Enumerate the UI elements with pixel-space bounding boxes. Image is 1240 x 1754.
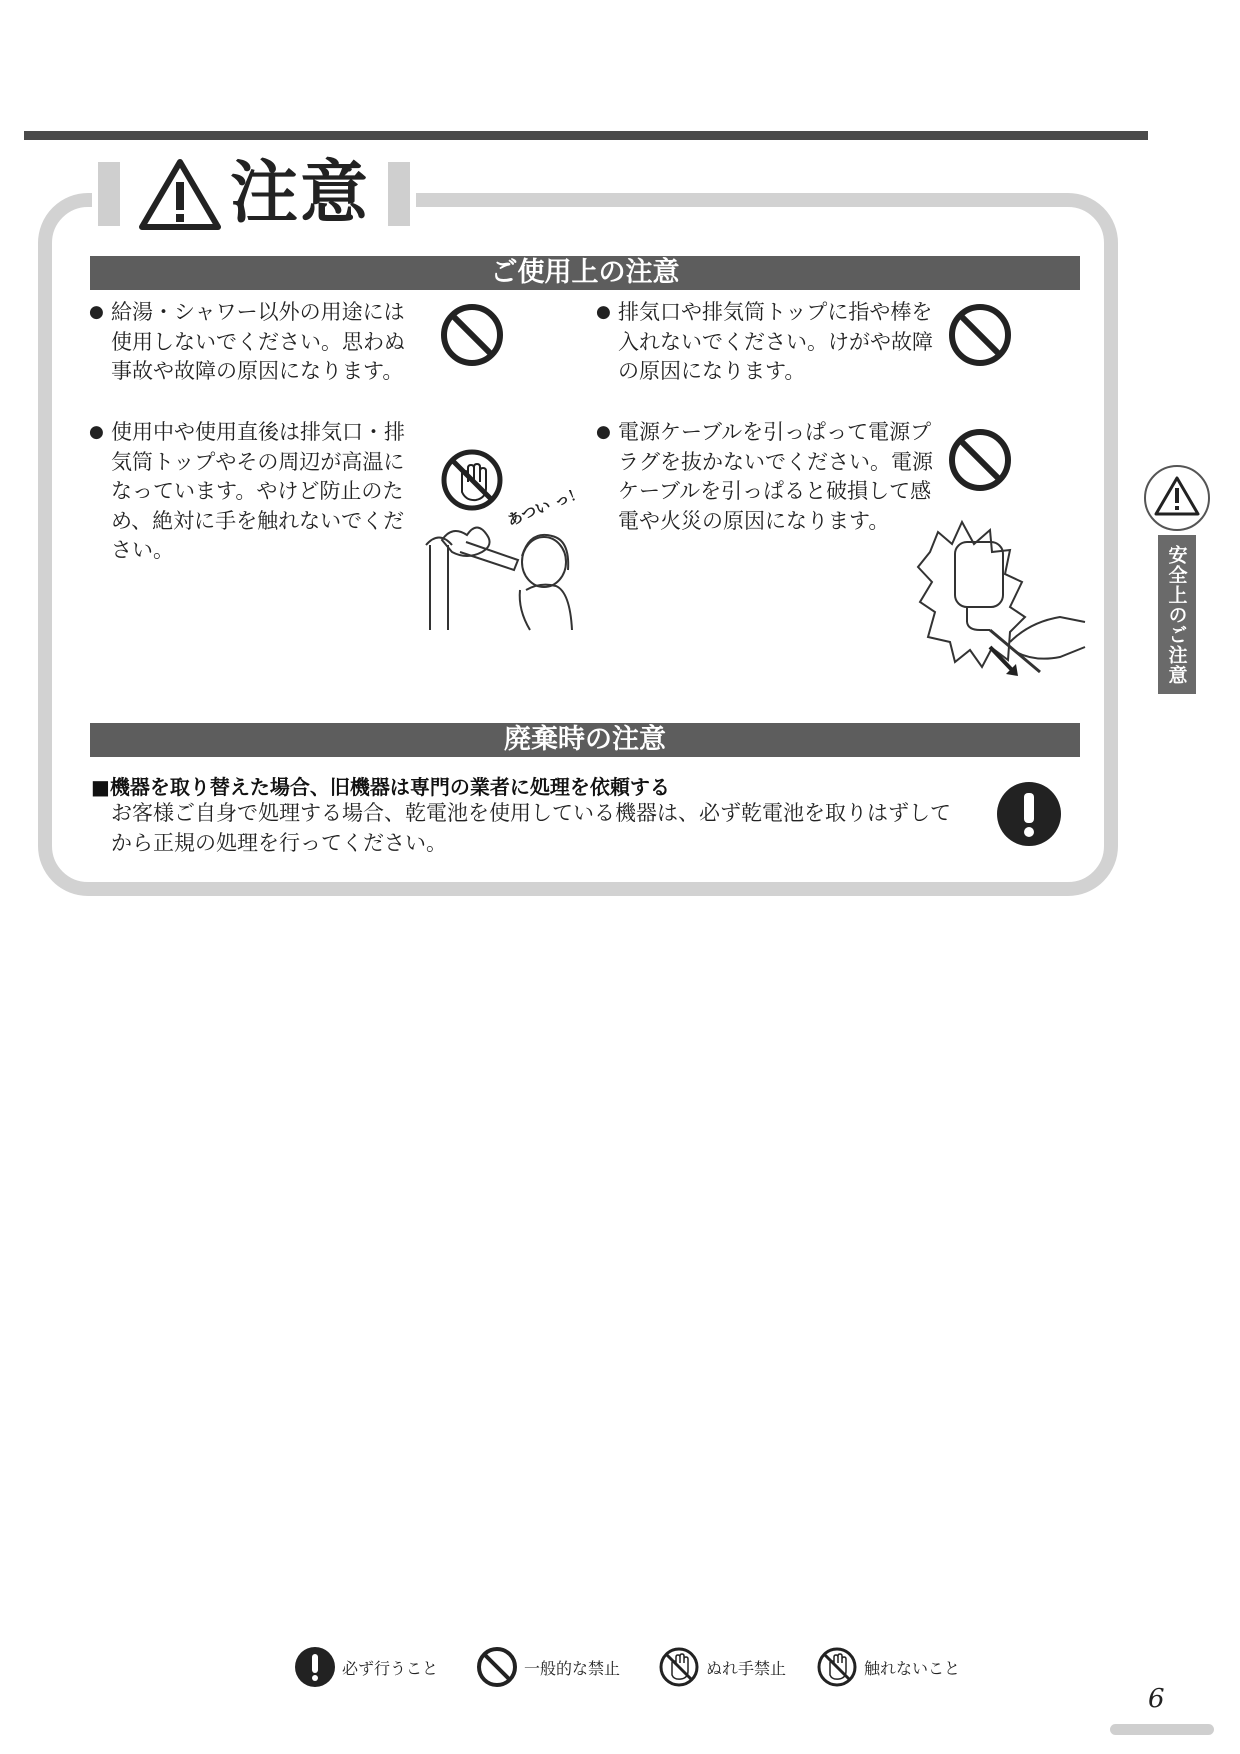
legend-item-no-wet-hands	[658, 1646, 786, 1688]
mandatory-icon	[995, 780, 1063, 852]
usage-item-1-text: 給湯・シャワー以外の用途には使用しないでください。思わぬ事故や故障の原因になります。	[111, 300, 405, 383]
caution-title	[92, 156, 416, 232]
do-not-touch-icon	[816, 1646, 858, 1688]
legend-label: 一般的な禁止	[524, 1658, 621, 1678]
usage-item-3-text: 使用中や使用直後は排気口・排気筒トップやその周辺が高温になっています。やけど防止のため、絶対に手を触れないでください。	[111, 420, 405, 562]
usage-item-3	[89, 418, 423, 566]
exclamation-text: あつい っ！	[504, 490, 586, 530]
page-bar	[1110, 1724, 1214, 1735]
side-tab: 安全上のご注意	[1158, 535, 1196, 694]
mandatory-icon	[294, 1646, 336, 1688]
bullet-icon: ●	[89, 422, 104, 442]
legend-item-mandatory	[294, 1646, 438, 1688]
legend-item-prohibition	[476, 1646, 620, 1688]
usage-item-2	[596, 298, 933, 387]
bullet-icon: ●	[89, 302, 104, 322]
usage-item-4	[596, 418, 933, 536]
prohibition-icon	[948, 303, 1012, 371]
prohibition-icon	[476, 1646, 518, 1688]
no-wet-hands-icon	[658, 1646, 700, 1688]
prohibition-icon	[948, 428, 1012, 496]
title-bar-right	[388, 162, 410, 226]
legend-label: ぬれ手禁止	[706, 1658, 787, 1678]
warning-triangle-icon	[1143, 464, 1211, 536]
warning-triangle-icon	[138, 157, 222, 231]
title-bar-left	[98, 162, 120, 226]
page-number: 6	[1148, 1684, 1165, 1714]
legend-label: 触れないこと	[864, 1658, 961, 1678]
usage-item-4-text: 電源ケーブルを引っぱって電源プラグを抜かないでください。電源ケーブルを引っぱると破損して感電や火災の原因になります。	[618, 420, 933, 533]
bullet-icon: ●	[596, 302, 611, 322]
usage-item-1	[89, 298, 423, 387]
burn-illustration	[422, 490, 592, 644]
disposal-text: お客様ご自身で処理する場合、乾電池を使用している機器は、必ず乾電池を取りはずしてから正規の処理を行ってください。	[111, 801, 951, 855]
usage-item-2-text: 排気口や排気筒トップに指や棒を入れないでください。けがや故障の原因になります。	[618, 300, 933, 383]
page-title: 注意	[230, 154, 371, 233]
bullet-icon: ●	[596, 422, 611, 442]
disposal-heading: 廃棄時の注意	[90, 723, 1080, 757]
prohibition-icon	[440, 303, 504, 371]
top-rule	[24, 131, 1148, 140]
plug-illustration	[910, 512, 1090, 686]
usage-heading: ご使用上の注意	[90, 256, 1080, 290]
disposal-subheading: ■機器を取り替えた場合、旧機器は専門の業者に処理を依頼する	[91, 775, 670, 799]
legend-item-do-not-touch	[816, 1646, 960, 1688]
legend-label: 必ず行うこと	[342, 1658, 439, 1678]
